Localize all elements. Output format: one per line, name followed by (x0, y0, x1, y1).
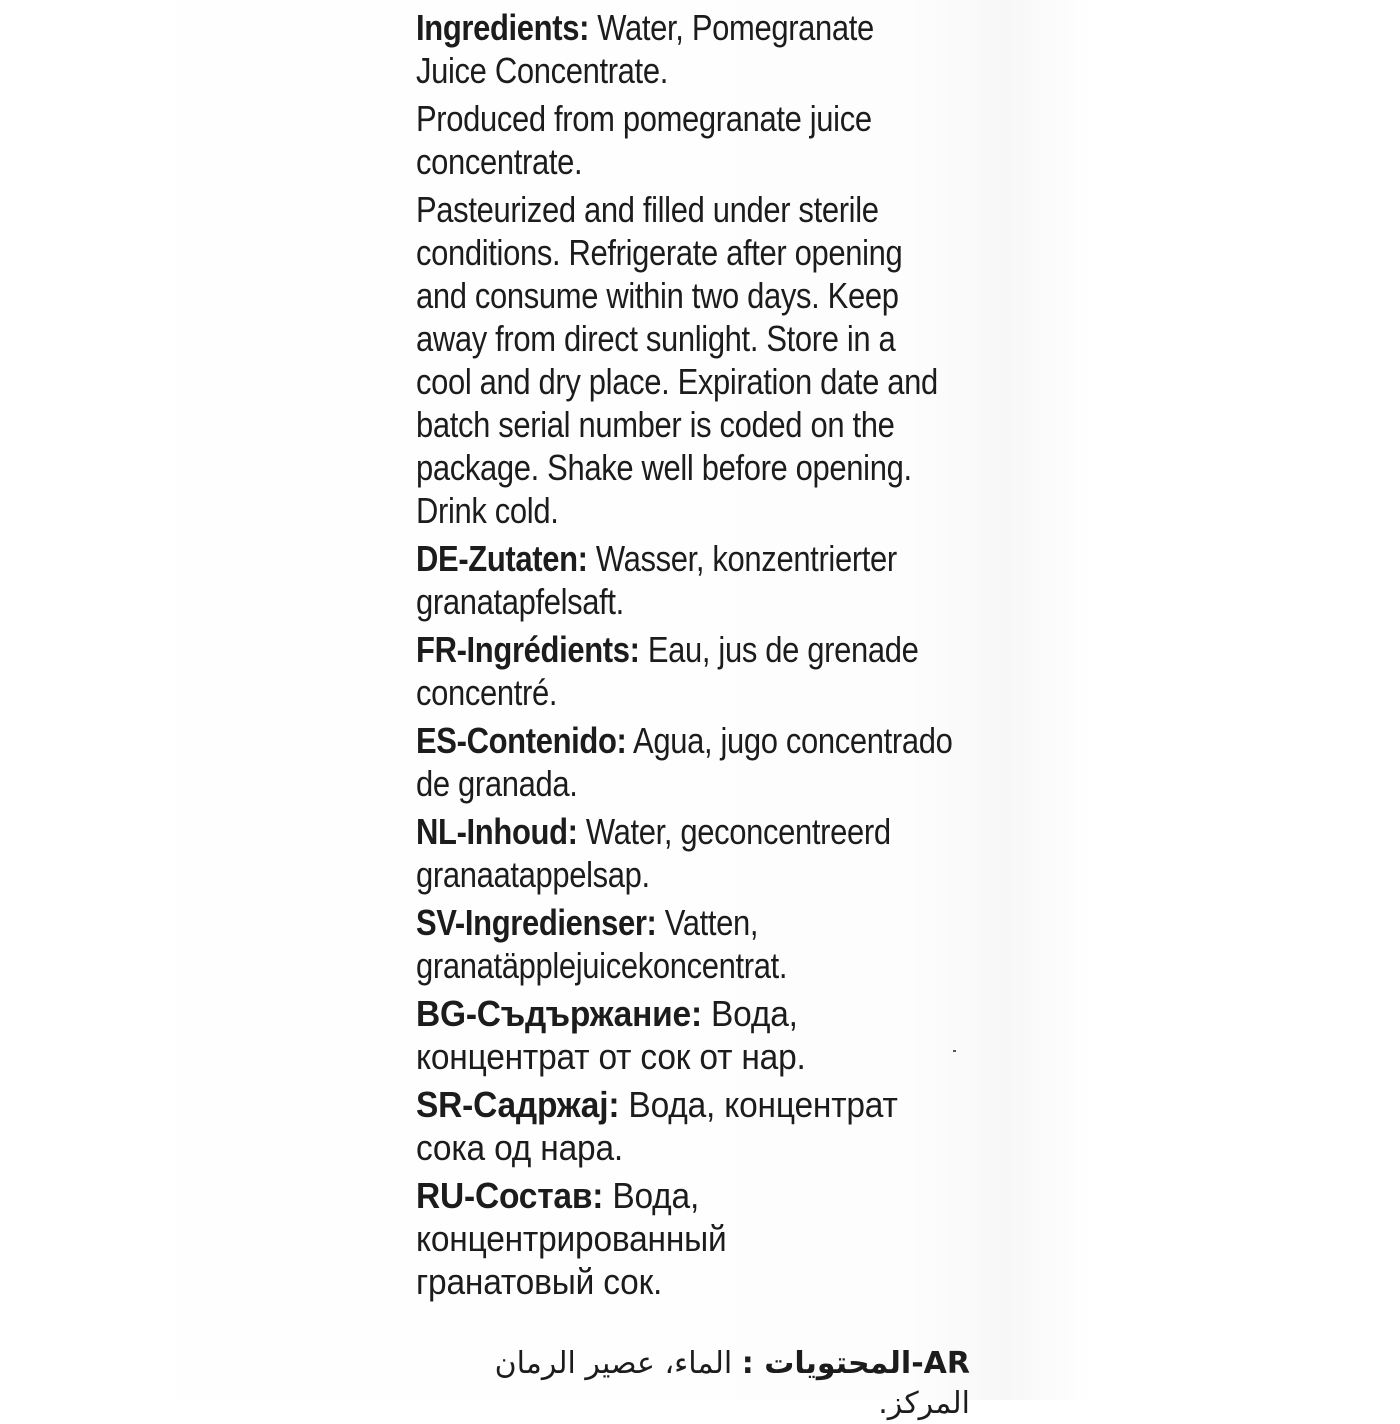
ingredients-fr-text: Eau, jus de grenade concentré. (416, 629, 919, 713)
ingredients-sr (416, 1083, 997, 1169)
ingredients-ar-text: الماء، عصير الرمان المركز. (494, 1346, 970, 1421)
ingredients-sv (416, 901, 997, 987)
ingredients-es-text: Agua, jugo concentrado de granada. (416, 720, 953, 804)
ingredients-sr-text: Вода, концентрат сока од нара. (416, 1084, 898, 1168)
print-speck (953, 1050, 956, 1052)
storage-instructions-text: Pasteurized and filled under sterile conditions. Refrigerate after opening and consume within two days. Keep away from direct sunlight. Store in a cool and dry place. Expiration date and batch serial number is coded on the package. Shake well before opening. Drink cold. (416, 189, 938, 531)
ingredients-es (416, 719, 997, 805)
ingredients-es-heading: ES-Contenido: (416, 720, 627, 761)
ingredients-nl-heading: NL-Inhoud: (416, 811, 578, 852)
ingredients-en (416, 6, 997, 92)
ingredients-nl-text: Water, geconcentreerd granaatappelsap. (416, 811, 891, 895)
ingredients-bg (416, 992, 997, 1078)
ingredients-ar (430, 1344, 970, 1424)
storage-instructions (416, 188, 997, 532)
ingredients-bg-text: Вода, концентрат от сок от нар. (416, 993, 806, 1077)
ingredients-sv-heading: SV-Ingredienser: (416, 902, 657, 943)
ingredients-text-column (416, 6, 996, 1308)
produced-note (416, 97, 997, 183)
ingredients-fr (416, 628, 997, 714)
ingredients-de-heading: DE-Zutaten: (416, 538, 588, 579)
ingredients-de-text: Wasser, konzentrierter granatapfelsaft. (416, 538, 897, 622)
ingredients-ru-heading: RU-Состав: (416, 1175, 604, 1216)
ingredients-en-heading: Ingredients: (416, 7, 590, 48)
ingredients-ar-heading: AR-المحتويات : (741, 1346, 970, 1381)
ingredients-sv-text: Vatten, granatäpplejuicekoncentrat. (416, 902, 788, 986)
ingredients-en-text: Water, Pomegranate Juice Concentrate. (416, 7, 874, 91)
ingredients-ru-text: Вода, концентрированный гранатовый сок. (416, 1175, 727, 1302)
ingredients-sr-heading: SR-Садржај: (416, 1084, 620, 1125)
ingredients-ru (416, 1174, 997, 1303)
ingredients-nl (416, 810, 997, 896)
ingredients-de (416, 537, 997, 623)
ingredients-bg-heading: BG-Съдържание: (416, 993, 702, 1034)
ingredients-fr-heading: FR-Ingrédients: (416, 629, 640, 670)
produced-note-text: Produced from pomegranate juice concentrate. (416, 98, 872, 182)
